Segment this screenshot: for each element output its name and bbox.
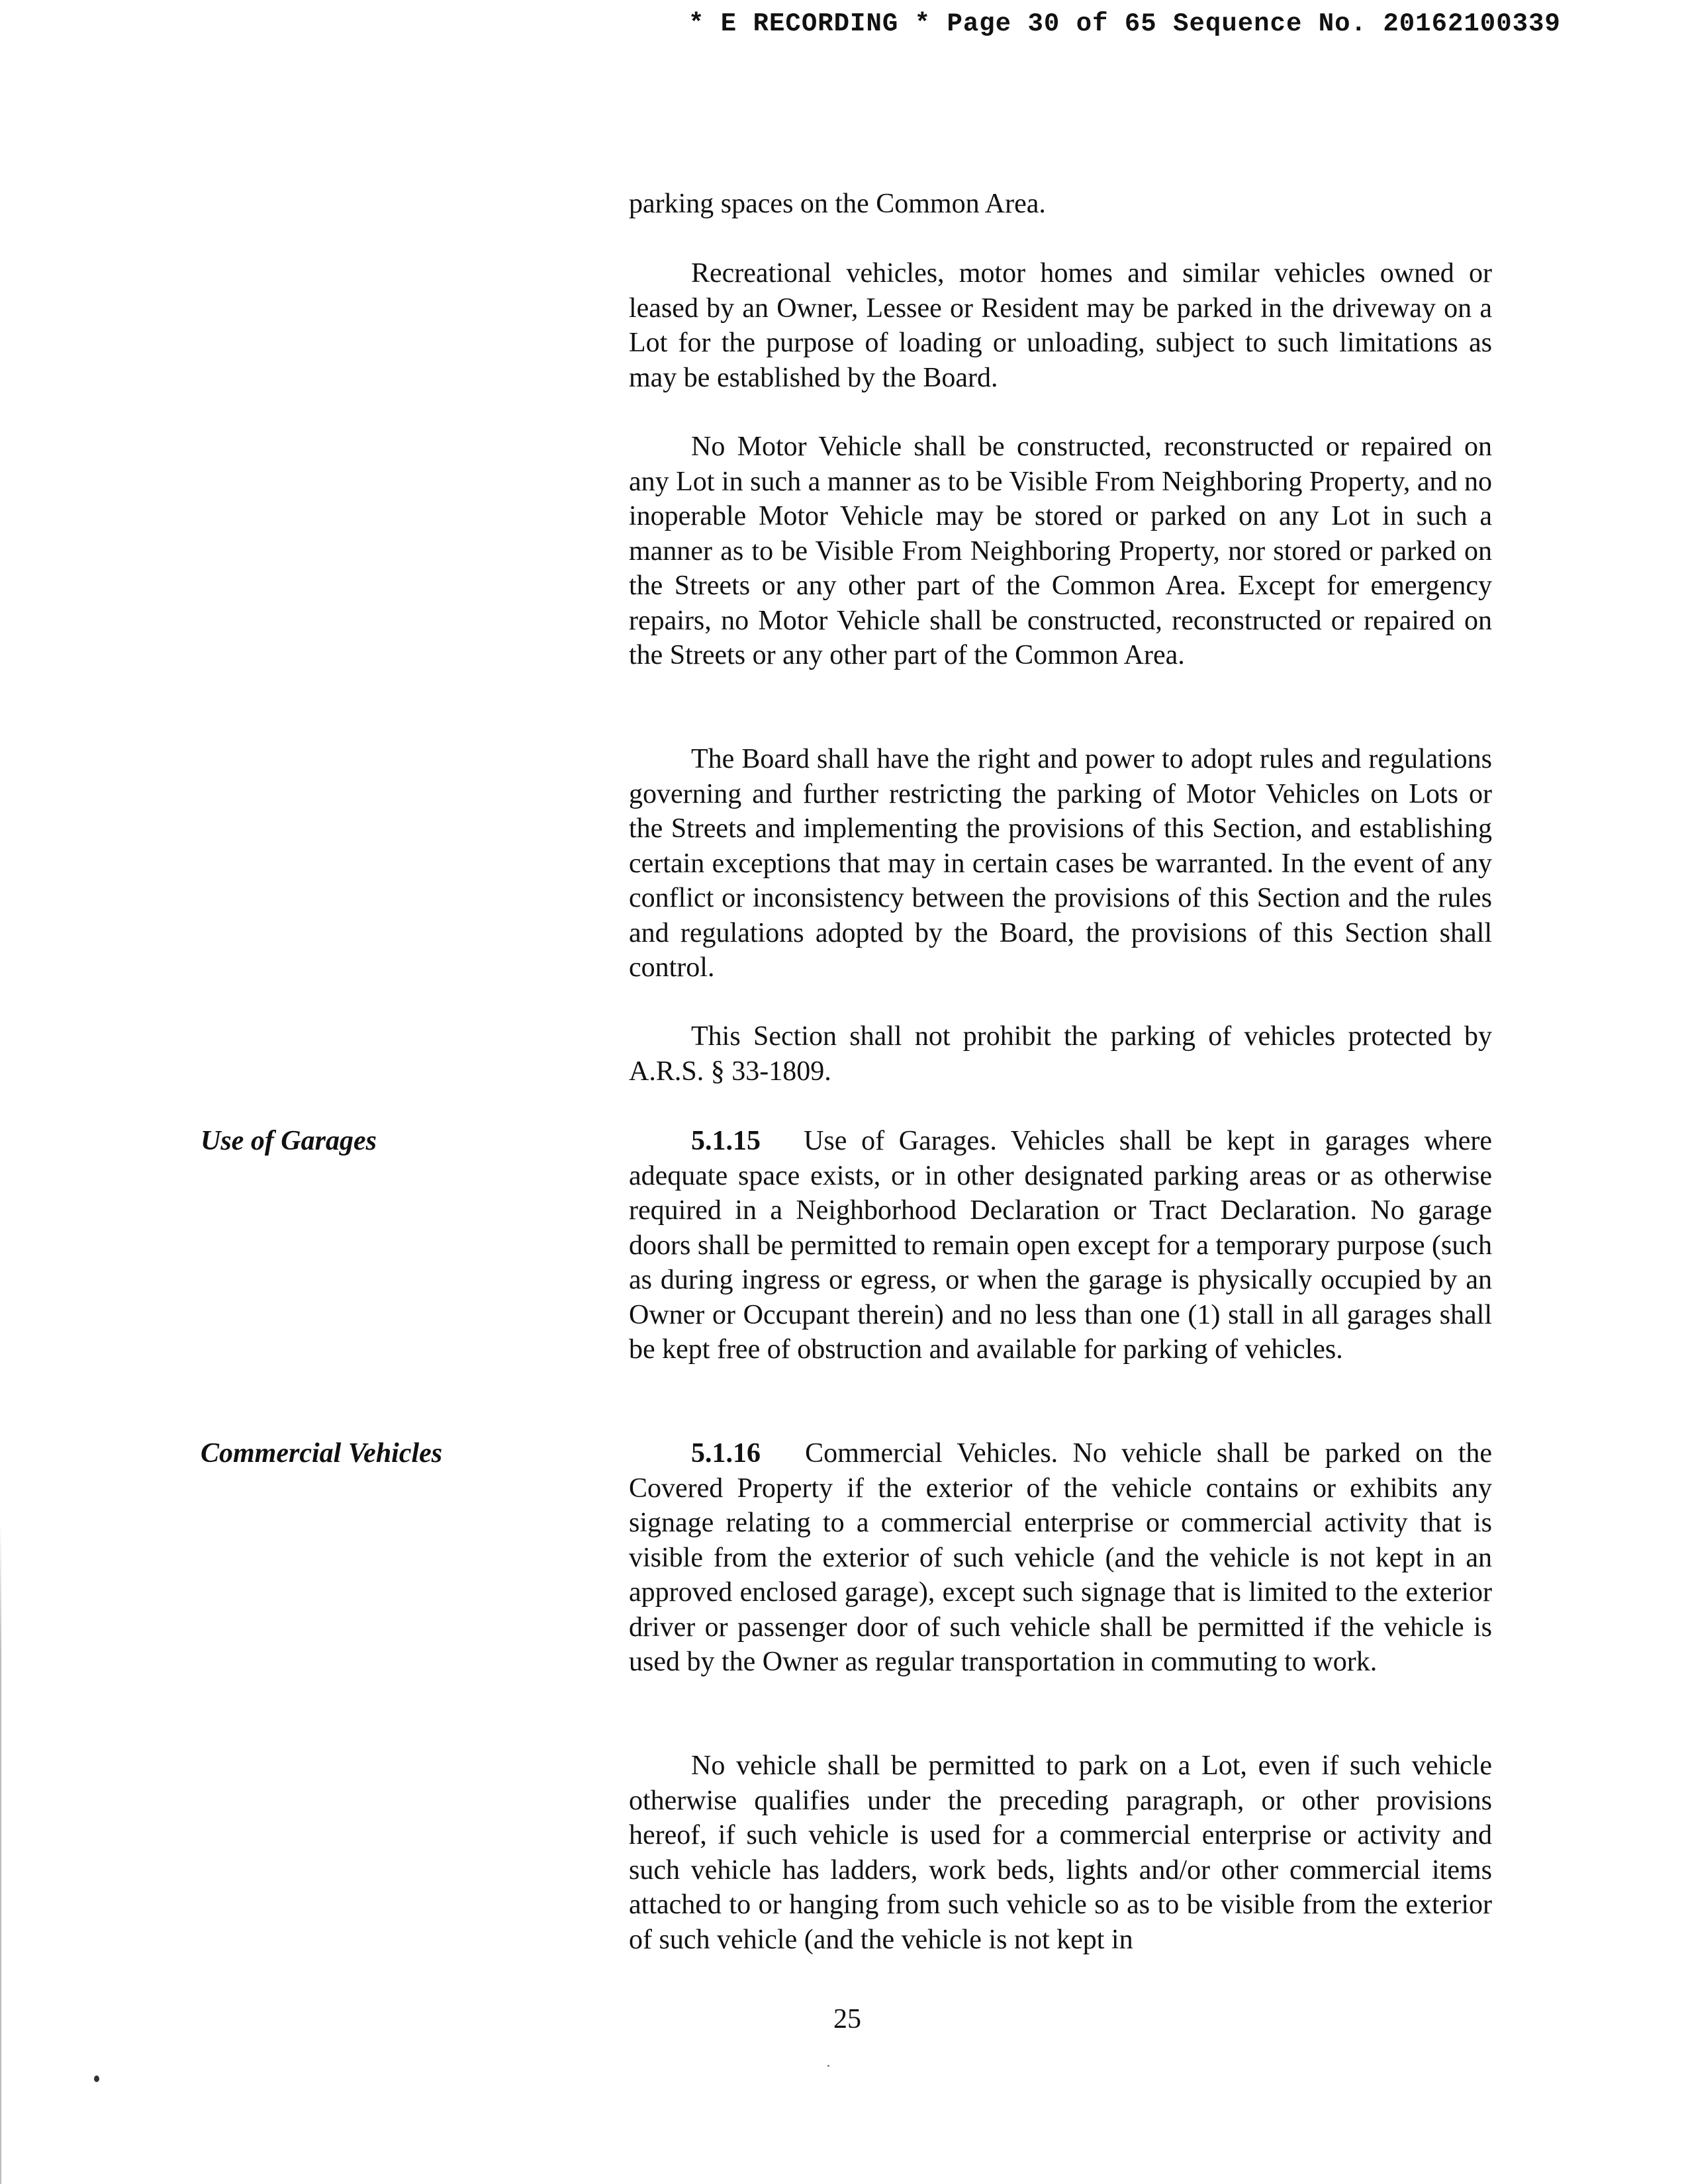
paragraph-common-area: parking spaces on the Common Area. <box>629 189 1046 219</box>
section-number: 5.1.15 <box>691 1126 761 1156</box>
paragraph-board-rules: The Board shall have the right and power to adopt rules and regulations governing and further restricting the parking of Motor Vehicles on Lots or the Streets and implementing the provisions of this Section, and establishing certain exceptions that may in certain cases be warranted. In the event of any conflict or inconsistency between the provisions of this Section and the rules and regulations adopted by the Board, the provisions of this Section shall control. <box>629 744 1492 983</box>
side-heading-use-of-garages: Use of Garages <box>201 1126 377 1156</box>
section-text: Commercial Vehicles. No vehicle shall be parked on the Covered Property if the exterior of the vehicle contains or exhibits any signage relating to a commercial enterprise or commercial activity that is visible from the exterior of such vehicle (and the vehicle is not kept in an approved enclosed garage), except such signage that is limited to the exterior driver or passenger door of such vehicle shall be permitted if the vehicle is used by the Owner as regular transportation in commuting to work. <box>629 1438 1493 1677</box>
paragraph-ars-protection: This Section shall not prohibit the parking of vehicles protected by A.R.S. § 33-1809. <box>629 1021 1492 1087</box>
scan-speck <box>94 2075 99 2082</box>
section-5-1-15 <box>629 1124 1492 1367</box>
paragraph-motor-vehicle-repair: No Motor Vehicle shall be constructed, reconstructed or repaired on any Lot in such a manner as to be Visible From Neighboring Property, and no inoperable Motor Vehicle may be stored or parked on any Lot in such a manner as to be Visible From Neighboring Property, nor stored or parked on the Streets or any other part of the Common Area. Except for emergency repairs, no Motor Vehicle shall be constructed, reconstructed or repaired on the Streets or any other part of the Common Area. <box>629 432 1492 670</box>
paragraph-commercial-items: No vehicle shall be permitted to park on a Lot, even if such vehicle otherwise qualifies under the preceding paragraph, or other provisions hereof, if such vehicle is used for a commercial enterprise or activity and such vehicle has ladders, work beds, lights and/or other commercial items attached to or hanging from such vehicle so as to be visible from the exterior of such vehicle (and the vehicle is not kept in <box>629 1751 1492 1955</box>
section-text: Use of Garages. Vehicles shall be kept in garages where adequate space exists, or in other designated parking areas or as otherwise required in a Neighborhood Declaration or Tract Declaration. No garage doors shall be permitted to remain open except for a temporary purpose (such as during ingress or egress, or when the garage is physically occupied by an Owner or Occupant therein) and no less than one (1) stall in all garages shall be kept free of obstruction and available for parking of vehicles. <box>629 1126 1493 1365</box>
scan-speck <box>827 2065 829 2067</box>
page-number: 25 <box>833 2004 861 2034</box>
side-heading-commercial-vehicles: Commercial Vehicles <box>201 1438 443 1469</box>
paragraph-recreational-vehicles: Recreational vehicles, motor homes and similar vehicles owned or leased by an Owner, Lessee or Resident may be parked in the driveway on a Lot for the purpose of loading or unloading, subject to such limitations as may be established by the Board. <box>629 258 1492 393</box>
section-number: 5.1.16 <box>691 1438 761 1469</box>
recording-header: * E RECORDING * Page 30 of 65 Sequence No. 20162100339 <box>688 9 1561 38</box>
scan-edge-line <box>0 1522 1 2184</box>
section-5-1-16 <box>629 1436 1492 1680</box>
